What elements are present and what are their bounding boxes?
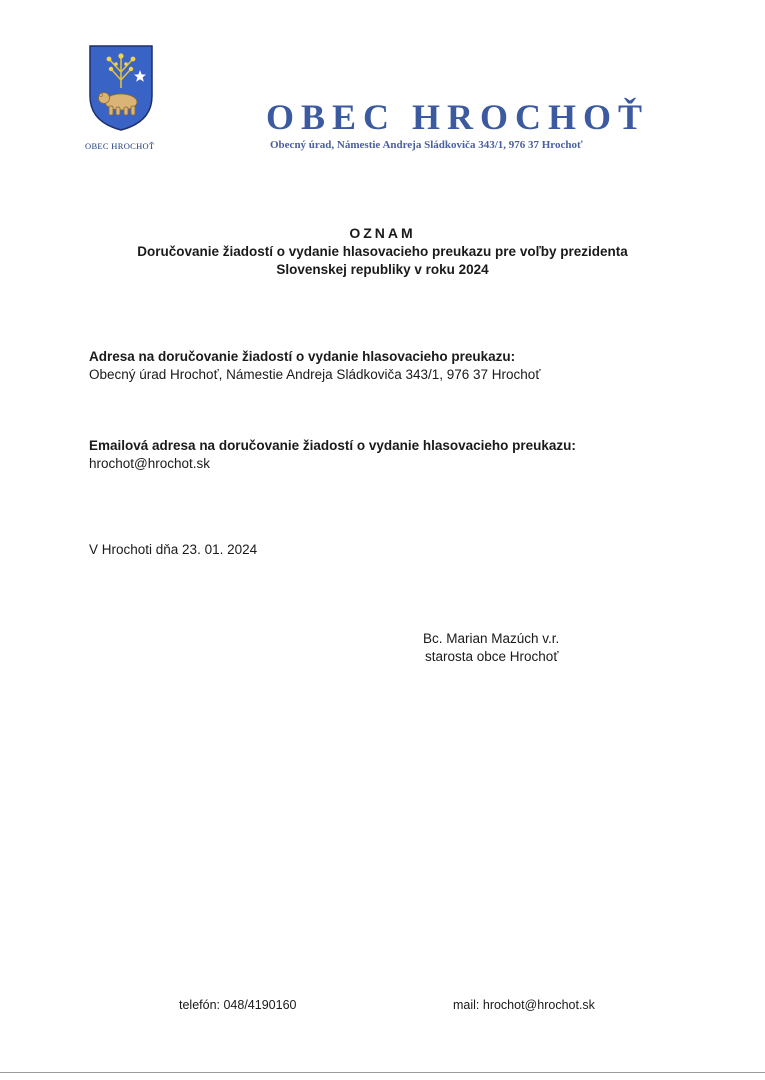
coat-of-arms-caption: OBEC HROCHOŤ [85,141,155,151]
office-address: Obecný úrad, Námestie Andreja Sládkoviča 343/1, 976 37 Hrochoť [270,139,583,151]
municipality-title: OBEC HROCHOŤ [266,97,650,137]
footer-phone: telefón: 048/4190160 [179,998,297,1012]
email-address-label: Emailová adresa na doručovanie žiadostí o vydanie hlasovacieho preukazu: [89,438,576,453]
postal-address-label: Adresa na doručovanie žiadostí o vydanie hlasovacieho preukazu: [89,349,516,364]
footer-mail: mail: hrochot@hrochot.sk [453,998,595,1012]
page-bottom-rule [0,1072,765,1073]
notice-subject-line-2: Slovenskej republiky v roku 2024 [276,262,489,277]
signatory-role: starosta obce Hrochoť [425,649,559,664]
signatory-name: Bc. Marian Mazúch v.r. [423,631,560,646]
postal-address-value: Obecný úrad Hrochoť, Námestie Andreja Sládkoviča 343/1, 976 37 Hrochoť [89,367,541,382]
notice-subject-line-1: Doručovanie žiadostí o vydanie hlasovacieho preukazu pre voľby prezidenta [137,244,628,259]
email-address-value: hrochot@hrochot.sk [89,456,211,471]
coat-of-arms-icon [88,44,154,132]
date-line: V Hrochoti dňa 23. 01. 2024 [89,542,258,557]
notice-label: OZNAM [349,225,416,241]
